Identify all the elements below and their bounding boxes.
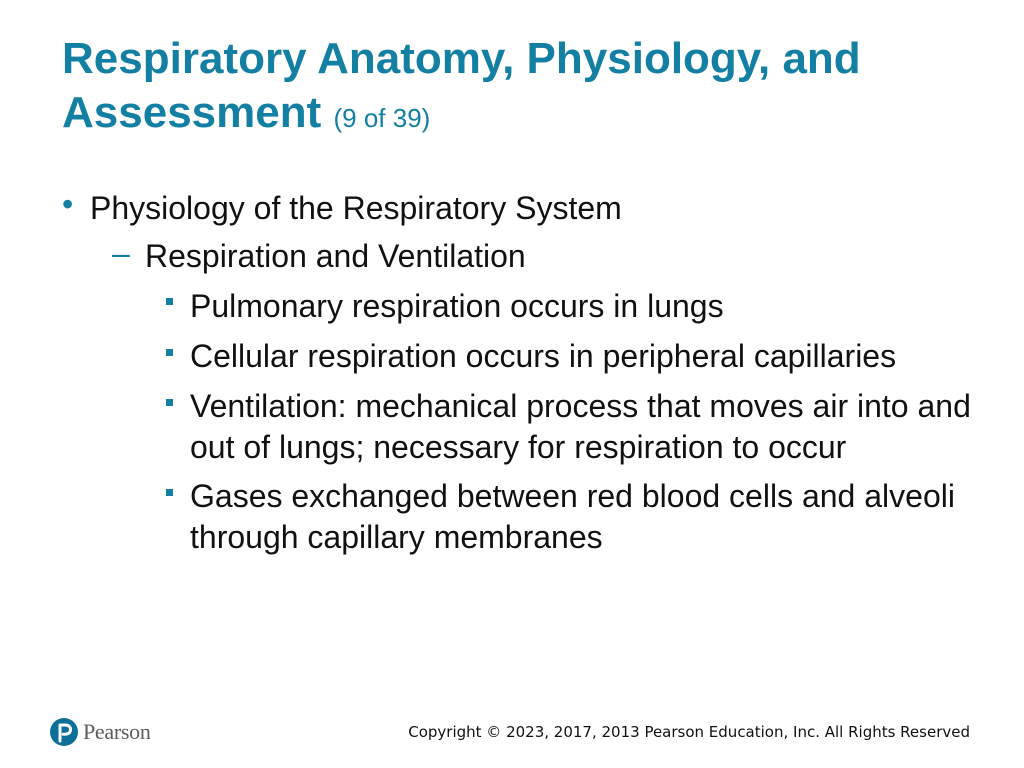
bullet-level2-text: Respiration and Ventilation [145, 238, 526, 274]
pearson-wordmark: Pearson [83, 719, 151, 744]
square-bullet-icon [166, 489, 173, 496]
title-main: Respiratory Anatomy, Physiology, and Assessment [62, 34, 861, 137]
slide-counter: (9 of 39) [333, 103, 431, 133]
bullet-marker-level1: • [62, 186, 74, 222]
bullet-level1-text: Physiology of the Respiratory System [90, 190, 622, 226]
square-bullet-icon [166, 399, 173, 406]
square-bullet-icon [166, 349, 173, 356]
copyright-text: Copyright © 2023, 2017, 2013 Pearson Education, Inc. All Rights Reserved [408, 723, 970, 741]
dash-marker-level2: – [112, 235, 130, 271]
bullet-level3-item-1: Pulmonary respiration occurs in lungs [190, 288, 724, 324]
bullet-level3-item-4: Gases exchanged between red blood cells and alveoli through capillary membranes [190, 478, 955, 555]
pearson-p-logo-icon [50, 718, 78, 746]
pearson-logo [50, 718, 151, 746]
square-bullet-icon [166, 298, 173, 305]
bullet-level3-item-2: Cellular respiration occurs in peripheral capillaries [190, 338, 897, 374]
bullet-level3-item-3: Ventilation: mechanical process that moves air into and out of lungs; necessary for respiration to occur [190, 388, 971, 465]
